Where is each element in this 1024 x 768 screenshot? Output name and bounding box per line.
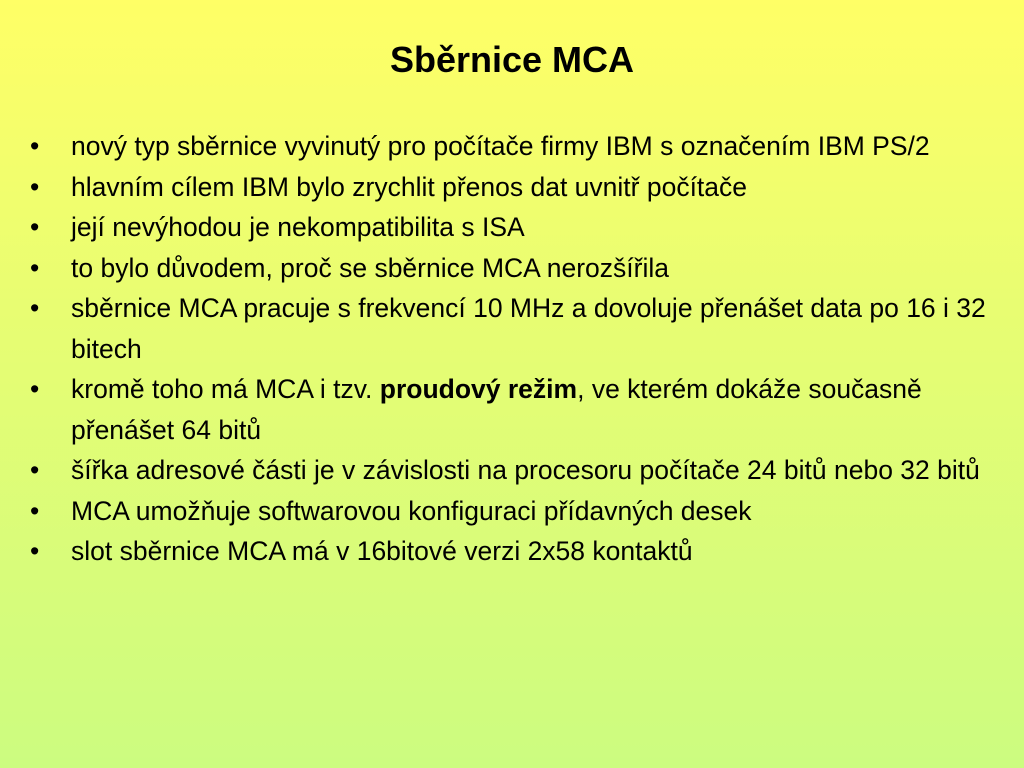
bullet-text-before: kromě toho má MCA i tzv. [71,374,380,404]
bullet-dot: • [30,536,40,566]
bullet-item [30,248,1005,289]
bullet-dot: • [30,495,40,526]
bullet-text-after: , ve kterém dokáže současně přenášet 64 bitů [71,374,922,445]
bullet-text: to bylo důvodem, proč se sběrnice MCA nerozšířila [71,252,669,283]
slide-title: Sběrnice MCA [389,39,635,80]
bullet-item [30,491,1005,532]
bullet-text: sběrnice MCA pracuje s frekvencí 10 MHz a dovoluje přenášet data po 16 i 32 bitech [71,293,986,364]
bullet-text: její nevýhodou je nekompatibilita s ISA [71,212,525,242]
bullet-text: hlavním cílem IBM bylo zrychlit přenos dat uvnitř počítače [71,171,748,202]
bullet-item [30,369,1005,450]
bullet-text: nový typ sběrnice vyvinutý pro počítače firmy IBM s označením IBM PS/2 [71,131,930,161]
bullet-text-emphasis: proudový režim [379,374,578,404]
bullet-dot: • [30,171,40,202]
bullet-text: slot sběrnice MCA má v 16bitové verzi 2x58 kontaktů [71,536,693,566]
bullet-dot: • [30,293,40,323]
bullet-text: MCA umožňuje softwarovou konfiguraci přídavných desek [71,495,752,526]
bullet-item [30,207,1005,248]
bullet-dot: • [30,131,40,161]
bullet-dot: • [30,252,40,283]
bullet-dot: • [30,374,40,404]
bullet-list [30,126,1005,572]
bullet-dot: • [30,212,40,242]
bullet-item [30,450,1005,491]
bullet-item [30,126,1005,167]
bullet-dot: • [30,455,40,485]
bullet-item [30,531,1005,572]
bullet-text: šířka adresové části je v závislosti na procesoru počítače 24 bitů nebo 32 bitů [71,455,980,485]
bullet-item [30,167,1005,208]
bullet-item [30,288,1005,369]
